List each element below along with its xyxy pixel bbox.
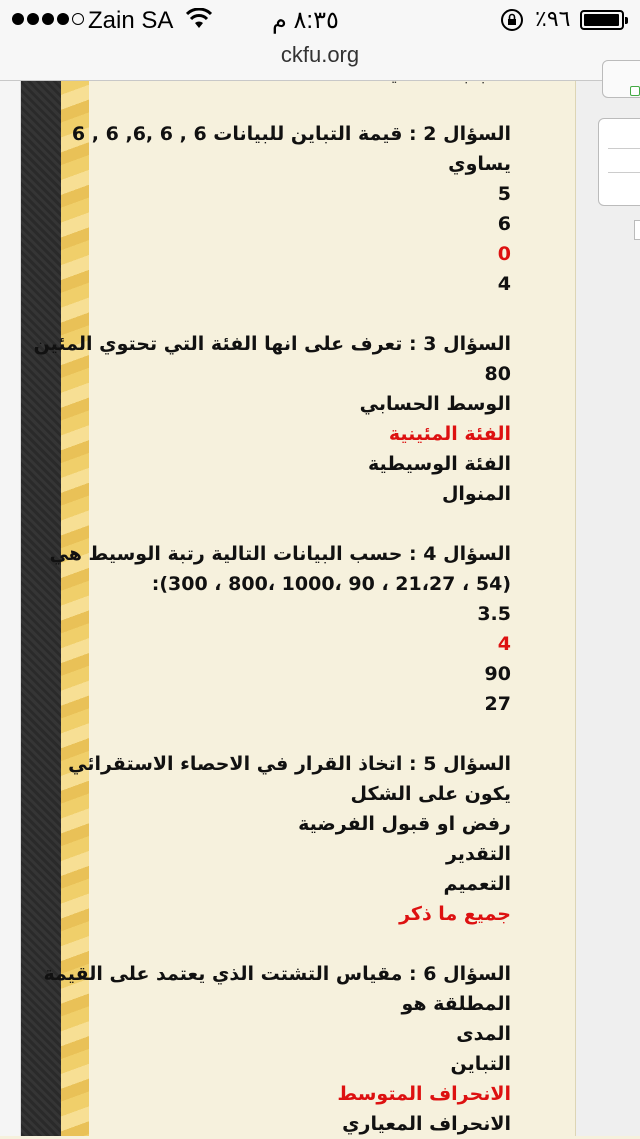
answer-option-correct: 4 (497, 633, 511, 655)
clock: ٨:٣٥ م (272, 7, 339, 34)
answer-option: 5 (497, 183, 511, 205)
top-bar (0, 0, 640, 81)
question-text-continued: يكون على الشكل (350, 783, 511, 805)
question-text-continued: المطلقة هو (401, 993, 511, 1015)
side-form[interactable] (598, 118, 640, 206)
answer-option: 6 (497, 213, 511, 235)
answer-option: الانحراف المعياري (342, 1113, 511, 1135)
battery-percent: ٪٩٦ (535, 6, 571, 31)
question-text: السؤال 6 : مقياس التشتت الذي يعتمد على القيمة (43, 963, 511, 985)
answer-option-correct: الفئة المئينية (388, 423, 511, 445)
carrier-name: Zain SA (88, 7, 174, 34)
question-text: السؤال 5 : اتخاذ القرار في الاحصاء الاستقرائي (68, 753, 511, 775)
answer-option: المدى (456, 1023, 511, 1045)
answer-option-correct: الانحراف المتوسط (337, 1083, 511, 1105)
side-form-row (608, 148, 640, 149)
answer-option: التعميم (443, 873, 511, 895)
question-spacer (51, 719, 511, 749)
question-text: السؤال 3 : تعرف على انها الفئة التي تحتوي المئين (33, 333, 511, 355)
status-bar (0, 0, 640, 40)
side-checkbox[interactable] (630, 86, 640, 96)
answer-option: 3.5 (477, 603, 511, 625)
question-text-continued: يساوي (448, 153, 511, 175)
question-spacer (51, 929, 511, 959)
post-content (33, 80, 576, 1136)
question-spacer (51, 509, 511, 539)
address-bar[interactable]: ckfu.org (280, 42, 360, 67)
answer-option: التباين (450, 1053, 511, 1075)
side-scroll-handle[interactable] (634, 220, 640, 240)
question-text-continued: 80 (484, 363, 511, 385)
question-spacer (51, 299, 511, 329)
answer-option: التقدير (445, 843, 511, 865)
battery-icon (580, 10, 624, 30)
signal-dots-icon (12, 13, 84, 25)
answer-option-correct: جميع ما ذكر (399, 903, 511, 925)
answer-option: الوسط الحسابي (359, 393, 511, 415)
answer-option: رفض او قبول الفرضية (298, 813, 511, 835)
answer-option: 27 (484, 693, 511, 715)
answer-option: 90 (484, 663, 511, 685)
left-margin (0, 80, 21, 1136)
side-form-row (608, 172, 640, 173)
question-spacer (51, 89, 511, 119)
answer-option: 4 (497, 273, 511, 295)
questions-list (33, 73, 511, 1139)
battery-level (584, 14, 619, 26)
wifi-icon (186, 8, 212, 30)
rotation-lock-icon (500, 8, 524, 32)
question-text-continued: (54 ، 21،27 ، 90 ،1000 ،800 ، 300): (151, 573, 511, 595)
question-text: السؤال 4 : حسب البيانات التالية رتبة الوسيط هي (49, 543, 511, 565)
question-text: السؤال 2 : قيمة التباين للبيانات 6 , 6 ,6, 6 , 6 (71, 123, 511, 145)
answer-option: الفئة الوسيطية (367, 453, 511, 475)
answer-option: المنوال (441, 483, 511, 505)
right-panel (576, 80, 640, 1136)
answer-option-correct: 0 (497, 243, 511, 265)
